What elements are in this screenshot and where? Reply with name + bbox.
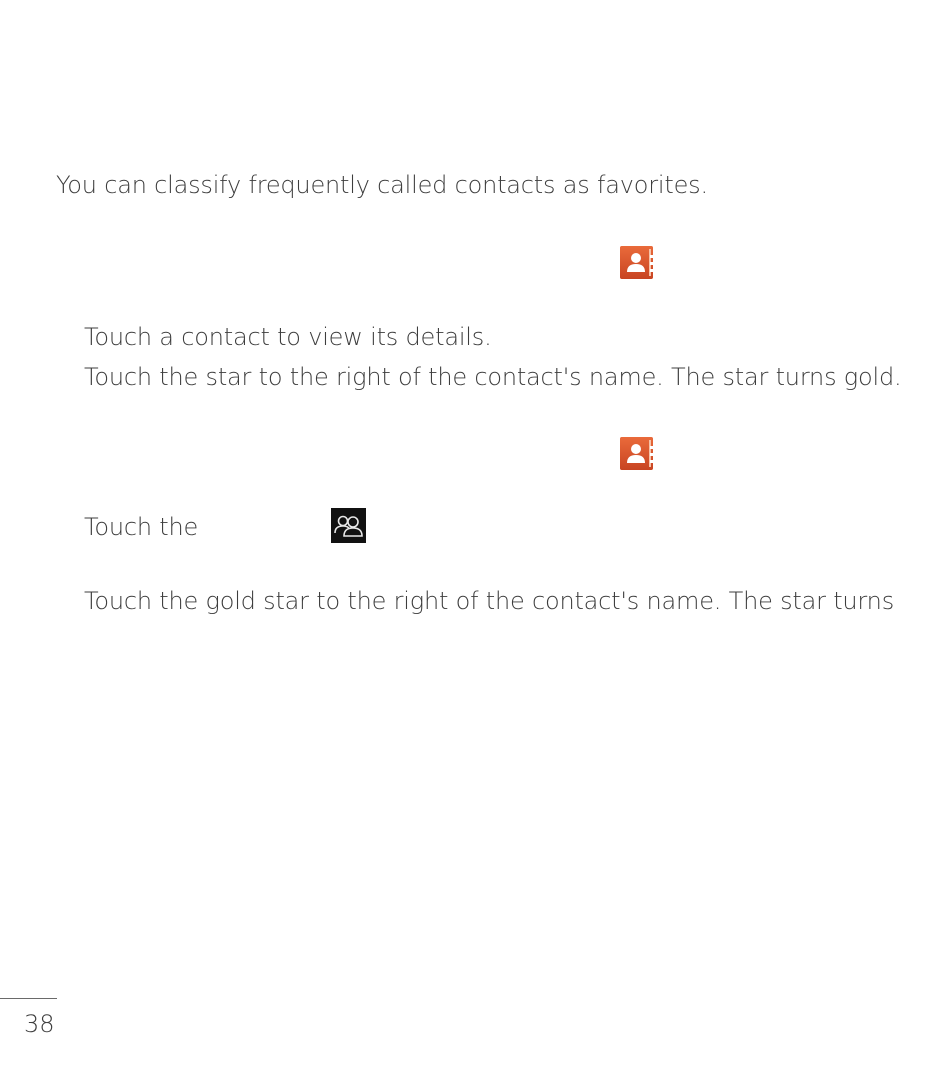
intro-text: You can classify frequently called contacts as favorites. [56, 171, 708, 199]
add-step-2-text: Touch a contact to view its details. [84, 323, 492, 351]
contacts-app-icon [620, 437, 653, 470]
page-number: 38 [24, 1010, 55, 1038]
remove-step-2-text: Touch the [84, 513, 199, 541]
remove-step-3-text: Touch the gold star to the right of the contact's name. The star turns [84, 587, 894, 615]
contacts-app-icon [620, 246, 653, 279]
favorites-tab-icon [331, 508, 366, 543]
footer-divider [0, 998, 57, 999]
add-step-3-text: Touch the star to the right of the contact's name. The star turns gold. [84, 363, 902, 391]
